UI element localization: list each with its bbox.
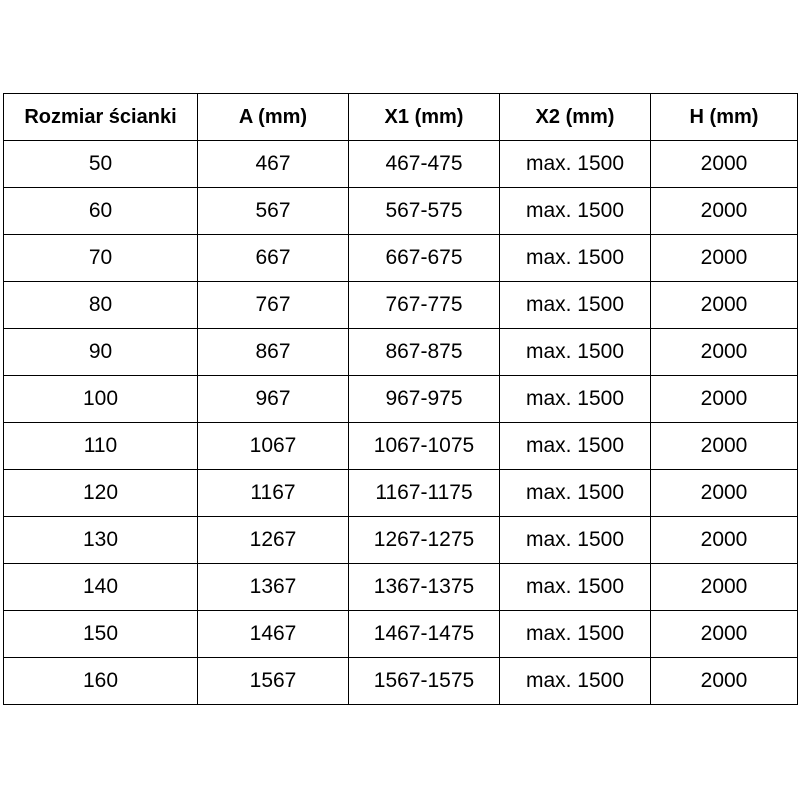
- cell-a: 467: [198, 141, 349, 188]
- cell-wall-size: 120: [4, 470, 198, 517]
- cell-h: 2000: [651, 282, 798, 329]
- table-row: [4, 611, 798, 658]
- cell-a: 867: [198, 329, 349, 376]
- cell-x1: 767-775: [349, 282, 500, 329]
- cell-wall-size: 130: [4, 517, 198, 564]
- cell-a: 567: [198, 188, 349, 235]
- cell-x2: max. 1500: [500, 188, 651, 235]
- cell-a: 667: [198, 235, 349, 282]
- cell-h: 2000: [651, 376, 798, 423]
- cell-wall-size: 90: [4, 329, 198, 376]
- cell-a: 767: [198, 282, 349, 329]
- cell-x1: 1467-1475: [349, 611, 500, 658]
- cell-h: 2000: [651, 423, 798, 470]
- table-row: [4, 470, 798, 517]
- cell-a: 1267: [198, 517, 349, 564]
- cell-h: 2000: [651, 141, 798, 188]
- table-row: [4, 564, 798, 611]
- cell-a: 1567: [198, 658, 349, 705]
- cell-x1: 1167-1175: [349, 470, 500, 517]
- table-row: [4, 141, 798, 188]
- cell-a: 1067: [198, 423, 349, 470]
- cell-x1: 467-475: [349, 141, 500, 188]
- table-row: [4, 188, 798, 235]
- cell-h: 2000: [651, 235, 798, 282]
- cell-wall-size: 80: [4, 282, 198, 329]
- cell-x1: 967-975: [349, 376, 500, 423]
- table-header: [4, 94, 798, 141]
- table-row: [4, 235, 798, 282]
- cell-wall-size: 100: [4, 376, 198, 423]
- cell-x2: max. 1500: [500, 564, 651, 611]
- cell-wall-size: 110: [4, 423, 198, 470]
- cell-x2: max. 1500: [500, 658, 651, 705]
- cell-x2: max. 1500: [500, 611, 651, 658]
- table-row: [4, 517, 798, 564]
- header-row: [4, 94, 798, 141]
- cell-x2: max. 1500: [500, 235, 651, 282]
- cell-h: 2000: [651, 470, 798, 517]
- header-h-mm: H (mm): [651, 94, 798, 141]
- cell-h: 2000: [651, 611, 798, 658]
- cell-h: 2000: [651, 329, 798, 376]
- cell-x1: 567-575: [349, 188, 500, 235]
- header-a-mm: A (mm): [198, 94, 349, 141]
- table-body: [4, 141, 798, 705]
- cell-x1: 867-875: [349, 329, 500, 376]
- cell-wall-size: 60: [4, 188, 198, 235]
- cell-h: 2000: [651, 658, 798, 705]
- header-x1-mm: X1 (mm): [349, 94, 500, 141]
- table-row: [4, 658, 798, 705]
- table-row: [4, 376, 798, 423]
- cell-x2: max. 1500: [500, 517, 651, 564]
- cell-h: 2000: [651, 564, 798, 611]
- cell-x1: 1267-1275: [349, 517, 500, 564]
- cell-x2: max. 1500: [500, 329, 651, 376]
- cell-a: 967: [198, 376, 349, 423]
- cell-x2: max. 1500: [500, 282, 651, 329]
- cell-x1: 1367-1375: [349, 564, 500, 611]
- cell-a: 1367: [198, 564, 349, 611]
- cell-x1: 1067-1075: [349, 423, 500, 470]
- cell-x1: 667-675: [349, 235, 500, 282]
- dimensions-table: [3, 93, 798, 705]
- cell-a: 1167: [198, 470, 349, 517]
- cell-a: 1467: [198, 611, 349, 658]
- cell-wall-size: 50: [4, 141, 198, 188]
- cell-x2: max. 1500: [500, 376, 651, 423]
- cell-h: 2000: [651, 517, 798, 564]
- header-x2-mm: X2 (mm): [500, 94, 651, 141]
- cell-h: 2000: [651, 188, 798, 235]
- cell-wall-size: 150: [4, 611, 198, 658]
- cell-wall-size: 70: [4, 235, 198, 282]
- header-wall-size: Rozmiar ścianki: [4, 94, 198, 141]
- cell-x1: 1567-1575: [349, 658, 500, 705]
- cell-x2: max. 1500: [500, 470, 651, 517]
- table-row: [4, 282, 798, 329]
- cell-x2: max. 1500: [500, 141, 651, 188]
- cell-wall-size: 140: [4, 564, 198, 611]
- cell-wall-size: 160: [4, 658, 198, 705]
- table-row: [4, 423, 798, 470]
- cell-x2: max. 1500: [500, 423, 651, 470]
- table-row: [4, 329, 798, 376]
